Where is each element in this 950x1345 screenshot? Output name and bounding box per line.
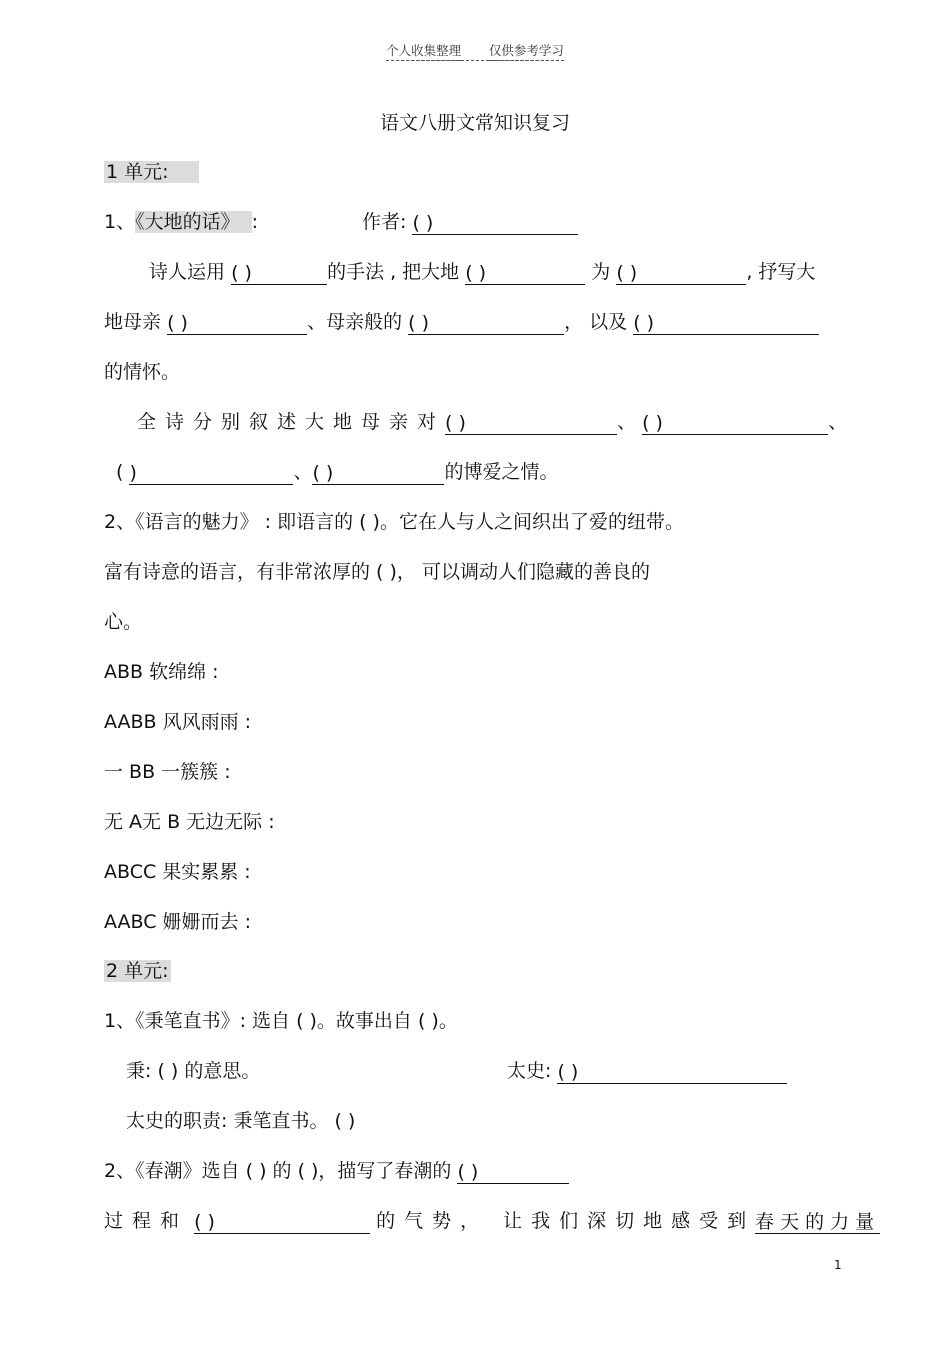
q1-line3: 的情怀。 [104, 361, 181, 383]
blank: ( ) [167, 310, 307, 335]
underlined-phrase: 春天的力量 [755, 1211, 881, 1233]
page-number: 1 [834, 1258, 842, 1272]
blank: ( ) [465, 260, 585, 285]
author-blank: ( ) [412, 210, 578, 235]
blank: ( ) [312, 460, 444, 485]
header-left: 个人收集整理 [386, 43, 461, 61]
blank: ( ) [557, 1059, 787, 1084]
q1-line2: 地母亲 ( ) 、母亲般的 ( ) ， 以及 ( ) [104, 309, 819, 335]
unit2-q1-line2a: 秉: ( ) 的意思。 [126, 1060, 261, 1082]
unit2-q2-line2: 过程和 ( ) 的气势， 让我们深切地感受到春天的力量 [104, 1210, 881, 1233]
unit2-heading: 2 单元: [106, 960, 169, 982]
unit2-q1-line1: 1、《秉笔直书》: 选自 ( )。故事出自 ( )。 [104, 1010, 458, 1032]
word-pattern: 一 BB 一簇簇 : [104, 761, 231, 783]
taishi-line: 太史: ( ) [507, 1058, 787, 1084]
unit1-heading: 1 单元: [104, 159, 199, 185]
blank: ) [129, 460, 293, 485]
word-pattern: 无 A无 B 无边无际 : [104, 811, 275, 833]
blank: ( ) [194, 1209, 370, 1234]
book-title: 《大地的话》 [135, 211, 252, 233]
page-header [0, 38, 950, 64]
blank: ( ) [408, 310, 564, 335]
header-right: 仅供参考学习 [489, 43, 564, 61]
page-title: 语文八册文常知识复习 [379, 112, 570, 134]
q2-line2: 富有诗意的语言，有非常浓厚的 ( )， 可以调动人们隐藏的善良的 [104, 561, 650, 583]
q1-line5: ( ) 、( ) 的博爱之情。 [116, 461, 559, 484]
unit1-q1-title: 1、《大地的话》 : [104, 211, 259, 233]
blank: ( ) [445, 410, 617, 435]
blank: ( ) [457, 1159, 569, 1184]
word-pattern: AABB 风风雨雨 : [104, 711, 252, 733]
blank: ( ) [642, 410, 828, 435]
word-pattern: AABC 姗姗而去 : [104, 911, 251, 933]
q1-line4: 全诗分别叙述大地母亲对( ) 、 ( ) 、 [137, 411, 848, 434]
blank: ( ) [231, 260, 327, 285]
word-pattern: ABB 软绵绵 : [104, 661, 219, 683]
q2-line3: 心。 [104, 611, 143, 633]
q1-line1: 诗人运用 ( ) 的手法 , 把大地 ( ) 为 ( ) , 抒写大 [149, 261, 816, 284]
blank: ( ) [633, 310, 819, 335]
author-line: 作者: ( ) [362, 209, 578, 235]
unit2-q2-line1: 2、《春潮》选自 ( ) 的 ( )，描写了春潮的 ( ) [104, 1158, 569, 1184]
blank: ( ) [616, 260, 746, 285]
q2-line1: 2、《语言的魅力》 : 即语言的 ( )。它在人与人之间织出了爱的纽带。 [104, 511, 684, 533]
word-pattern: ABCC 果实累累 : [104, 861, 251, 883]
unit2-q1-line3: 太史的职责: 秉笔直书。 ( ) [126, 1110, 356, 1132]
